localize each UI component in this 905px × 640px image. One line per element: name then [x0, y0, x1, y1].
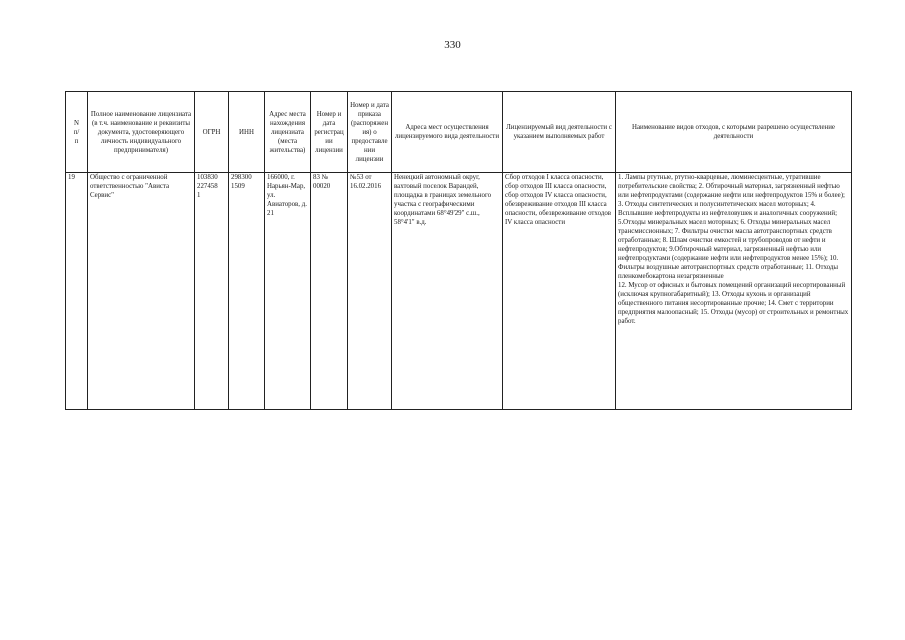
- cell-activity-type: Сбор отходов I класса опасности, сбор отходов III класса опасности, сбор отходов IV класса опасности, обезвреживание отходов III класса опасности, обезвреживание отходов IV класса опасности: [503, 173, 616, 410]
- header-licensee-name: Полное наименование лицензиата (в т.ч. наименование и реквизиты документа, удостоверяющего личность индивидуального предпринимателя): [88, 92, 195, 173]
- header-waste-types: Наименование видов отходов, с которыми разрешено осуществление деятельности: [616, 92, 852, 173]
- header-address: Адрес места нахождения лицензиата (места жительства): [265, 92, 311, 173]
- header-ogrn: ОГРН: [195, 92, 229, 173]
- header-order: Номер и дата приказа (распоряжения) о предоставлении лицензии: [348, 92, 392, 173]
- cell-address: 166000, г. Нарьян-Мар, ул. Авиаторов, д. 21: [265, 173, 311, 410]
- license-table: [65, 91, 852, 410]
- header-num: N п/ п: [66, 92, 88, 173]
- table-row: [66, 173, 852, 410]
- header-activity-address: Адреса мест осуществления лицензируемого вида деятельности: [392, 92, 503, 173]
- cell-num: 19: [66, 173, 88, 410]
- cell-ogrn: 103830 227458 1: [195, 173, 229, 410]
- cell-inn: 298300 1509: [229, 173, 265, 410]
- header-inn: ИНН: [229, 92, 265, 173]
- header-activity-type: Лицензируемый вид деятельности с указанием выполняемых работ: [503, 92, 616, 173]
- header-license-number: Номер и дата регистрации лицензии: [311, 92, 348, 173]
- cell-license-number: 83 № 00020: [311, 173, 348, 410]
- cell-waste-types: 1. Лампы ртутные, ртутно-кварцевые, люминесцентные, утратившие потребительские свойства; 2. Обтирочный материал, загрязненный нефтью или нефтепродуктами (содержание нефти или нефтепродуктов 15% и более); 3. Отходы синтетических и полусинтетических масел моторных; 4. Всплывшие нефтепродукты из нефтеловушек и аналогичных сооружений; 5.Отходы минеральных масел моторных; 6. Отходы минеральных масел трансмиссионных; 7. Фильтры очистки масла автотранспортных средств отработанные; 8. Шлам очистки емкостей и трубопроводов от нефти и нефтепродуктов; 9.Обтирочный материал, загрязненный нефтью или нефтепродуктами (содержание нефти или нефтепродуктов менее 15%); 10. Фильтры воздушные автотранспортных средств отработанные; 11. Отходы пленкомебокартона незагрязненные 12. Мусор от офисных и бытовых помещений организаций несортированный (исключая крупногабаритный); 13. Отходы кухонь и организаций общественного питания несортированные прочие; 14. Смет с территории предприятия малоопасный; 15. Отходы (мусор) от строительных и ремонтных работ.: [616, 173, 852, 410]
- page-number: 330: [444, 39, 461, 51]
- header-row: [66, 92, 852, 173]
- cell-order: №53 от 16.02.2016: [348, 173, 392, 410]
- cell-activity-address: Ненецкий автономный округ, вахтовый поселок Варандей, площадка в границах земельного участка с географическими координатами 68°49'29" с.ш., 58°4'1" в.д.: [392, 173, 503, 410]
- cell-licensee-name: Общество с ограниченной ответственностью "Ависта Сервис": [88, 173, 195, 410]
